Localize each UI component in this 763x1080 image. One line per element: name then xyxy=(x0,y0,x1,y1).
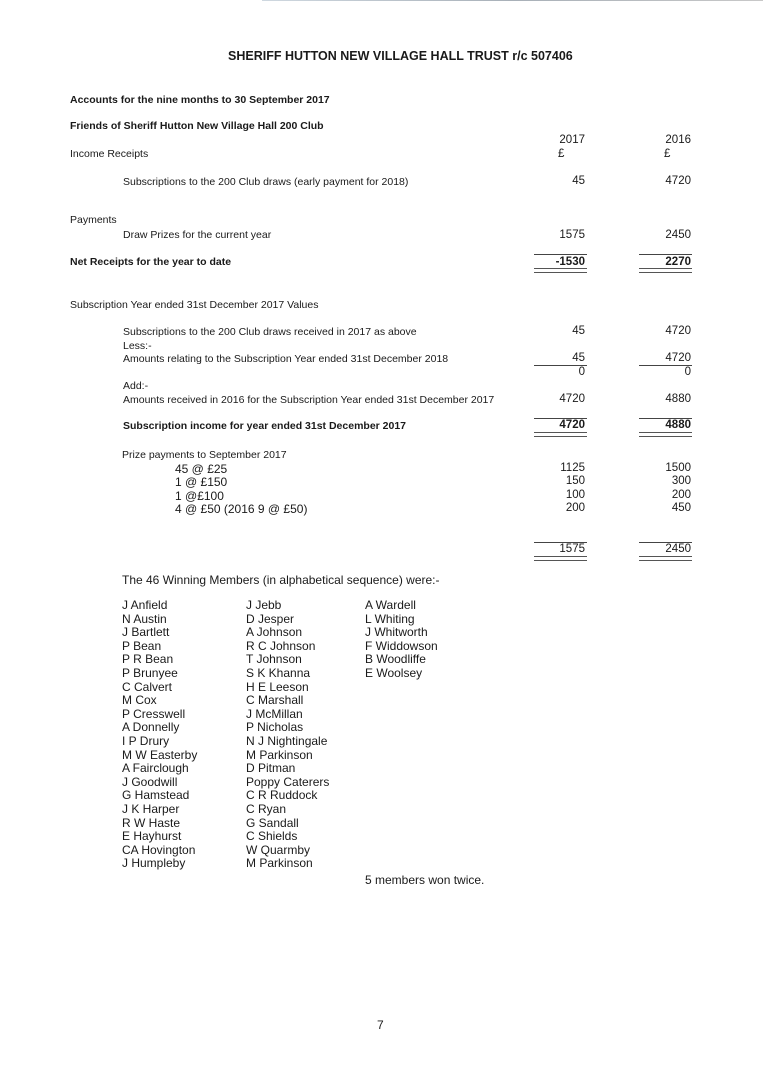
winner-name: L Whiting xyxy=(365,611,415,626)
winner-name: J Jebb xyxy=(246,598,282,612)
net-receipts-2017: -1530 xyxy=(555,256,585,268)
subscription-income-label: Subscription income for year ended 31st December 2017 xyxy=(123,420,407,432)
less-row-2017: 45 xyxy=(572,352,585,364)
winner-name: N J Nightingale xyxy=(246,733,328,748)
prize-row-2017: 200 xyxy=(565,502,585,514)
prize-total-2016: 2450 xyxy=(665,543,691,555)
winner-name: W Quarmby xyxy=(246,842,311,857)
less-row-2016: 4720 xyxy=(665,352,691,364)
winner-name: F Widdowson xyxy=(365,638,438,653)
prize-total-double-rule-2016 xyxy=(639,556,692,561)
payments-row-2016: 2450 xyxy=(665,229,691,241)
winner-name: CA Hovington xyxy=(122,842,196,857)
winners-column-2 xyxy=(246,599,329,871)
net-double-rule-2016 xyxy=(639,268,692,273)
received-label: Subscriptions to the 200 Club draws received in 2017 as above xyxy=(123,326,417,338)
winner-name: D Pitman xyxy=(246,761,296,776)
prize-row-label: 45 @ £25 xyxy=(175,462,228,476)
subscription-income-2017: 4720 xyxy=(559,419,585,431)
winner-name: I P Drury xyxy=(122,733,170,748)
winner-name: G Sandall xyxy=(246,815,299,830)
winner-name: J K Harper xyxy=(122,801,180,816)
prize-total-double-rule-2017 xyxy=(534,556,587,561)
prize-row-2016: 450 xyxy=(671,502,691,514)
less-label: Less:- xyxy=(123,340,152,352)
received-2017: 45 xyxy=(572,325,585,337)
prize-total-2017: 1575 xyxy=(559,543,585,555)
prize-payments-heading: Prize payments to September 2017 xyxy=(122,449,287,461)
prize-row-label: 1 @ £150 xyxy=(175,475,228,489)
winner-name: M Parkinson xyxy=(246,747,313,762)
add-row-2016: 4880 xyxy=(665,393,691,405)
payments-row-2017: 1575 xyxy=(559,229,585,241)
net-rule-top-2017 xyxy=(534,254,587,255)
winner-name: J Whitworth xyxy=(365,625,428,640)
winner-name: E Woolsey xyxy=(365,665,423,680)
winner-name: C Shields xyxy=(246,829,298,844)
winner-name: E Hayhurst xyxy=(122,829,182,844)
winner-name: P Nicholas xyxy=(246,720,304,735)
add-row-label: Amounts received in 2016 for the Subscription Year ended 31st December 2017 xyxy=(123,394,495,406)
winner-name: J Humpleby xyxy=(122,856,186,871)
total-double-rule-2016 xyxy=(639,432,692,437)
subtotal-2016: 0 xyxy=(684,366,691,378)
winner-name: N Austin xyxy=(122,611,167,626)
subscription-income-2016: 4880 xyxy=(665,419,691,431)
column-header-2017: 2017 xyxy=(559,134,585,146)
winner-name: A Wardell xyxy=(365,598,416,612)
winner-name: J Goodwill xyxy=(122,774,178,789)
winner-name: Poppy Caterers xyxy=(246,774,330,789)
winner-name: M Cox xyxy=(122,693,157,708)
section-heading: Friends of Sheriff Hutton New Village Hall 200 Club xyxy=(70,120,324,132)
winner-name: B Woodliffe xyxy=(365,652,426,667)
winner-name: T Johnson xyxy=(246,652,302,667)
winner-name: M Parkinson xyxy=(246,856,313,871)
winner-name: A Fairclough xyxy=(122,761,189,776)
winner-name: P Brunyee xyxy=(122,665,178,680)
winner-name: S K Khanna xyxy=(246,665,311,680)
total-double-rule-2017 xyxy=(534,432,587,437)
winner-name: R C Johnson xyxy=(246,638,316,653)
net-receipts-label: Net Receipts for the year to date xyxy=(70,256,232,268)
prize-row-label: 4 @ £50 (2016 9 @ £50) xyxy=(175,502,308,516)
winner-name: G Hamstead xyxy=(122,788,190,803)
won-twice-note: 5 members won twice. xyxy=(365,873,485,887)
less-row-label: Amounts relating to the Subscription Year ended 31st December 2018 xyxy=(123,353,449,365)
winner-name: P Cresswell xyxy=(122,706,186,721)
winner-name: C Calvert xyxy=(122,679,173,694)
prize-row-label: 1 @£100 xyxy=(175,489,224,503)
prize-row-2017: 150 xyxy=(565,475,585,487)
subtotal-2017: 0 xyxy=(578,366,585,378)
currency-symbol-2016: £ xyxy=(664,148,671,160)
winner-name: J Bartlett xyxy=(122,625,170,640)
net-rule-top-2016 xyxy=(639,254,692,255)
received-2016: 4720 xyxy=(665,325,691,337)
winner-name: A Donnelly xyxy=(122,720,180,735)
winners-column-1 xyxy=(122,599,197,871)
winner-name: C Ryan xyxy=(246,801,287,816)
winner-name: H E Leeson xyxy=(246,679,309,694)
page-number: 7 xyxy=(377,1018,384,1032)
net-receipts-2016: 2270 xyxy=(665,256,691,268)
winner-name: M W Easterby xyxy=(122,747,198,762)
income-row-2016: 4720 xyxy=(665,175,691,187)
document-title: SHERIFF HUTTON NEW VILLAGE HALL TRUST r/c 507406 xyxy=(228,49,573,63)
income-heading: Income Receipts xyxy=(70,148,149,160)
winner-name: C Marshall xyxy=(246,693,304,708)
currency-symbol-2017: £ xyxy=(558,148,565,160)
winner-name: J Anfield xyxy=(122,598,168,612)
prize-row-2017: 1125 xyxy=(560,462,585,474)
prize-row-2017: 100 xyxy=(565,489,585,501)
winner-name: P Bean xyxy=(122,638,162,653)
column-header-2016: 2016 xyxy=(665,134,691,146)
winners-heading: The 46 Winning Members (in alphabetical sequence) were:- xyxy=(122,573,440,587)
winner-name: A Johnson xyxy=(246,625,303,640)
income-row-label: Subscriptions to the 200 Club draws (early payment for 2018) xyxy=(123,176,409,188)
payments-row-label: Draw Prizes for the current year xyxy=(123,229,272,241)
add-label: Add:- xyxy=(123,380,149,392)
prize-row-2016: 1500 xyxy=(665,462,691,474)
subscription-year-heading: Subscription Year ended 31st December 2017 Values xyxy=(70,299,319,311)
winner-name: C R Ruddock xyxy=(246,788,318,803)
prize-row-2016: 200 xyxy=(671,489,691,501)
winner-name: J McMillan xyxy=(246,706,303,721)
winners-column-3 xyxy=(365,599,438,681)
winner-name: P R Bean xyxy=(122,652,174,667)
add-row-2017: 4720 xyxy=(559,393,585,405)
accounts-subtitle: Accounts for the nine months to 30 September 2017 xyxy=(70,94,330,106)
income-row-2017: 45 xyxy=(572,175,585,187)
net-double-rule-2017 xyxy=(534,268,587,273)
winner-name: R W Haste xyxy=(122,815,181,830)
winner-name: D Jesper xyxy=(246,611,295,626)
scan-edge-line xyxy=(262,0,763,1)
prize-row-2016: 300 xyxy=(671,475,691,487)
payments-heading: Payments xyxy=(70,214,117,226)
